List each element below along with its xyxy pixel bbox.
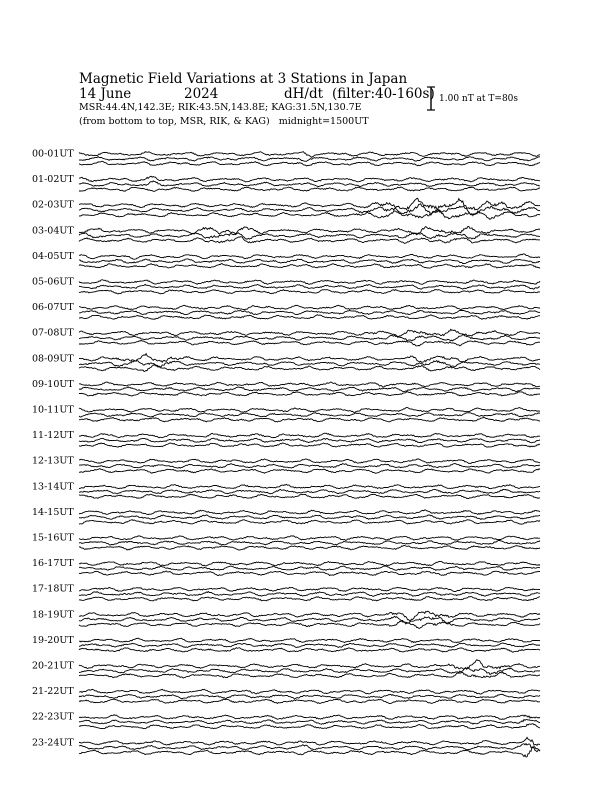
trace-rik [79, 694, 540, 699]
trace-rik [79, 233, 540, 239]
trace-rik [79, 720, 540, 725]
hour-label: 03-04UT [32, 225, 74, 237]
hour-label: 23-24UT [32, 737, 74, 749]
trace-rik [79, 259, 540, 264]
scale-bar [427, 87, 435, 110]
trace-rik [79, 310, 540, 314]
trace-msr [79, 724, 540, 729]
trace-kag [79, 737, 540, 745]
trace-msr [79, 621, 540, 629]
hour-label: 19-20UT [32, 634, 74, 646]
trace-kag [79, 433, 540, 438]
trace-kag [79, 329, 540, 336]
trace-kag [79, 587, 540, 591]
hour-label: 16-17UT [32, 558, 74, 570]
trace-rik [79, 464, 540, 469]
date-year: 2024 [184, 86, 219, 102]
scale-bar-label: 1.00 nT at T=80s [439, 94, 519, 104]
trace-rik [79, 284, 540, 289]
trace-kag [79, 152, 540, 158]
trace-rik [79, 540, 540, 545]
hour-label: 09-10UT [32, 378, 74, 390]
hour-label: 18-19UT [32, 609, 74, 621]
trace-rik [79, 515, 540, 520]
trace-kag [79, 382, 540, 387]
trace-msr [79, 392, 540, 396]
trace-msr [79, 494, 540, 498]
trace-kag [79, 484, 540, 488]
hour-label: 00-01UT [32, 148, 74, 160]
chart-title: Magnetic Field Variations at 3 Stations in Japan [79, 71, 408, 87]
trace-rik [79, 387, 540, 392]
order-note: (from bottom to top, MSR, RIK, & KAG) [79, 116, 270, 127]
hour-label: 02-03UT [32, 199, 74, 211]
hour-label: 01-02UT [32, 174, 74, 186]
trace-kag [79, 354, 540, 363]
trace-kag [79, 638, 540, 643]
trace-msr [79, 672, 540, 678]
trace-kag [79, 660, 540, 670]
trace-rik [79, 438, 540, 443]
trace-msr [79, 571, 540, 576]
trace-msr [79, 520, 540, 525]
trace-kag [79, 254, 540, 259]
trace-msr [79, 290, 540, 294]
hour-label: 13-14UT [32, 481, 74, 493]
trace-kag [79, 176, 540, 182]
trace-rik [79, 566, 540, 570]
hour-label: 21-22UT [32, 686, 74, 698]
trace-kag [79, 715, 540, 720]
trace-rik [79, 744, 540, 752]
hour-label: 17-18UT [32, 583, 74, 595]
trace-msr [79, 699, 540, 703]
trace-kag [79, 510, 540, 515]
trace-rik [79, 204, 540, 216]
trace-msr [79, 187, 540, 191]
hour-label: 15-16UT [32, 532, 74, 544]
trace-kag [79, 561, 540, 566]
trace-kag [79, 198, 540, 210]
trace-kag [79, 689, 540, 694]
trace-msr [79, 546, 540, 551]
trace-rik [79, 413, 540, 417]
trace-msr [79, 161, 540, 166]
trace-rik [79, 592, 540, 597]
hour-label: 11-12UT [32, 430, 74, 442]
trace-kag [79, 536, 540, 541]
trace-kag [79, 459, 540, 464]
hour-label: 08-09UT [32, 353, 74, 365]
trace-rik [79, 668, 540, 674]
trace-rik [79, 489, 540, 494]
trace-msr [79, 597, 540, 601]
trace-rik [79, 157, 540, 162]
hour-label: 14-15UT [32, 506, 74, 518]
stations-line: MSR:44.4N,142.3E; RIK:43.5N,143.8E; KAG:31.5N,130.7E [79, 102, 362, 113]
trace-msr [79, 315, 540, 320]
hour-label: 10-11UT [32, 404, 74, 416]
date-day-month: 14 June [79, 86, 132, 102]
trace-msr [79, 365, 540, 372]
hour-label: 05-06UT [32, 276, 74, 288]
trace-rik [79, 643, 540, 648]
hour-label: 04-05UT [32, 250, 74, 262]
trace-msr [79, 469, 540, 474]
hour-label: 12-13UT [32, 455, 74, 467]
trace-msr [79, 340, 540, 346]
trace-msr [79, 264, 540, 269]
trace-msr [79, 417, 540, 422]
quantity-label: dH/dt [284, 86, 324, 102]
hourly-rows [32, 149, 540, 757]
trace-kag [79, 280, 540, 285]
trace-kag [79, 408, 540, 413]
hour-label: 07-08UT [32, 327, 74, 339]
hour-label: 06-07UT [32, 302, 74, 314]
trace-msr [79, 443, 540, 447]
trace-kag [79, 305, 540, 309]
hour-label: 22-23UT [32, 711, 74, 723]
hour-label: 20-21UT [32, 660, 74, 672]
trace-msr [79, 648, 540, 653]
midnight-note: midnight=1500UT [278, 116, 369, 127]
filter-label: (filter:40-160s) [332, 86, 435, 102]
